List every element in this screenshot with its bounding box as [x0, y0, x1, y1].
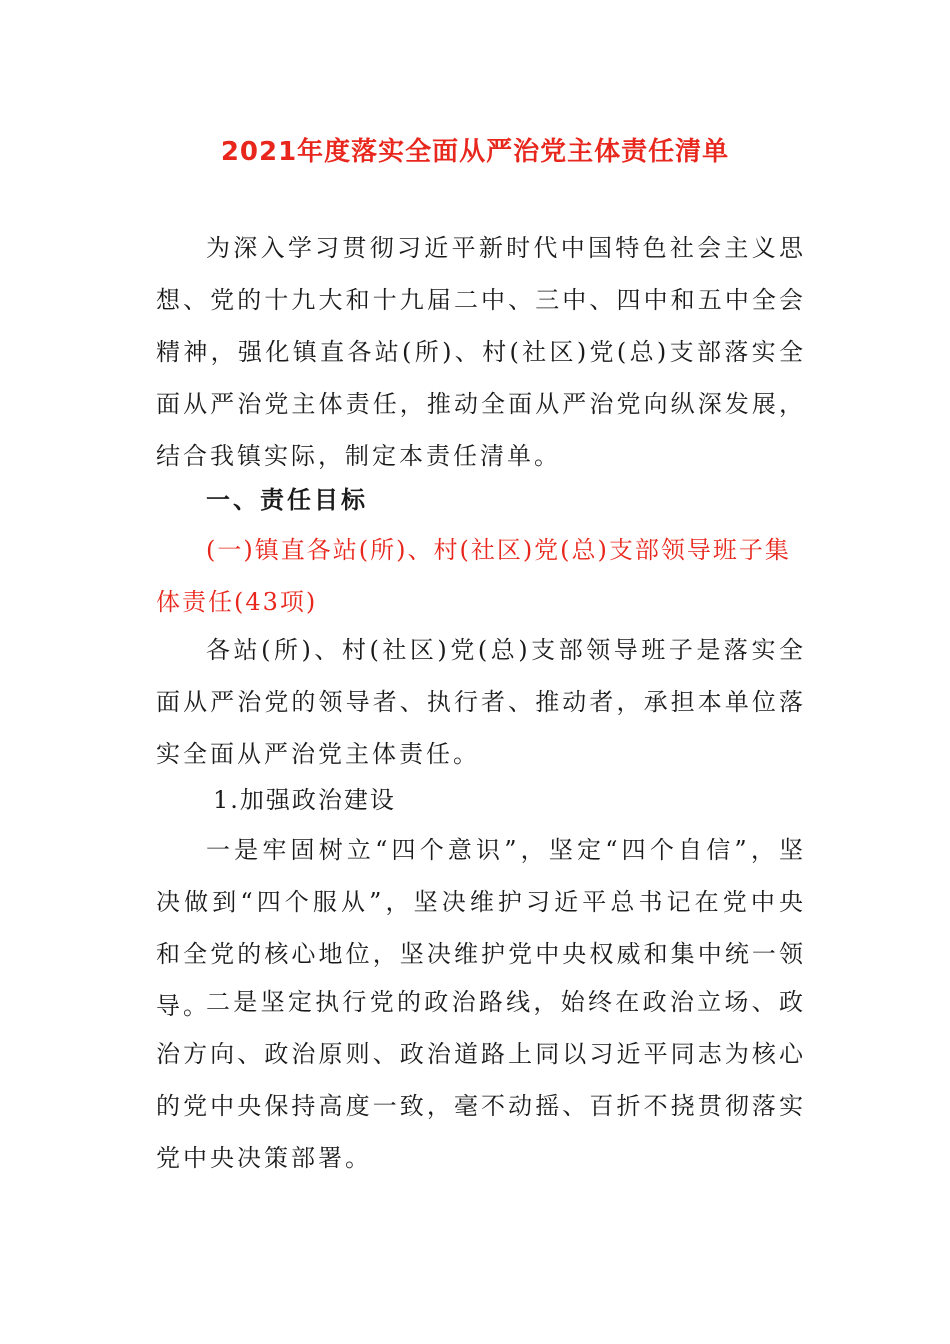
- section-heading: 一、责任目标: [206, 486, 368, 514]
- subsection-heading: (一)镇直各站(所)、村(社区)党(总)支部领导班子集体责任(43项): [156, 536, 791, 616]
- subsection-paragraph: 各站(所)、村(社区)党(总)支部领导班子是落实全面从严治党的领导者、执行者、推动者，承担本单位落实全面从严治党主体责任。: [156, 636, 806, 768]
- document-title: 2021年度落实全面从严治党主体责任清单: [220, 137, 730, 167]
- item-point-two: 二是坚定执行党的政治路线，始终在政治立场、政治方向、政治原则、政治道路上同以习近平同志为核心的党中央保持高度一致，毫不动摇、百折不挠贯彻落实党中央决策部署。: [156, 988, 806, 1172]
- item-heading: 1.加强政治建设: [213, 786, 396, 814]
- intro-paragraph: 为深入学习贯彻习近平新时代中国特色社会主义思想、党的十九大和十九届二中、三中、四中和五中全会精神，强化镇直各站(所)、村(社区)党(总)支部落实全面从严治党主体责任，推动全面从严治党向纵深发展，结合我镇实际，制定本责任清单。: [156, 234, 806, 470]
- item-point-one: 一是牢固树立“四个意识”，坚定“四个自信”，坚决做到“四个服从”，坚决维护习近平总书记在党中央和全党的核心地位，坚决维护党中央权威和集中统一领导。: [156, 836, 806, 1020]
